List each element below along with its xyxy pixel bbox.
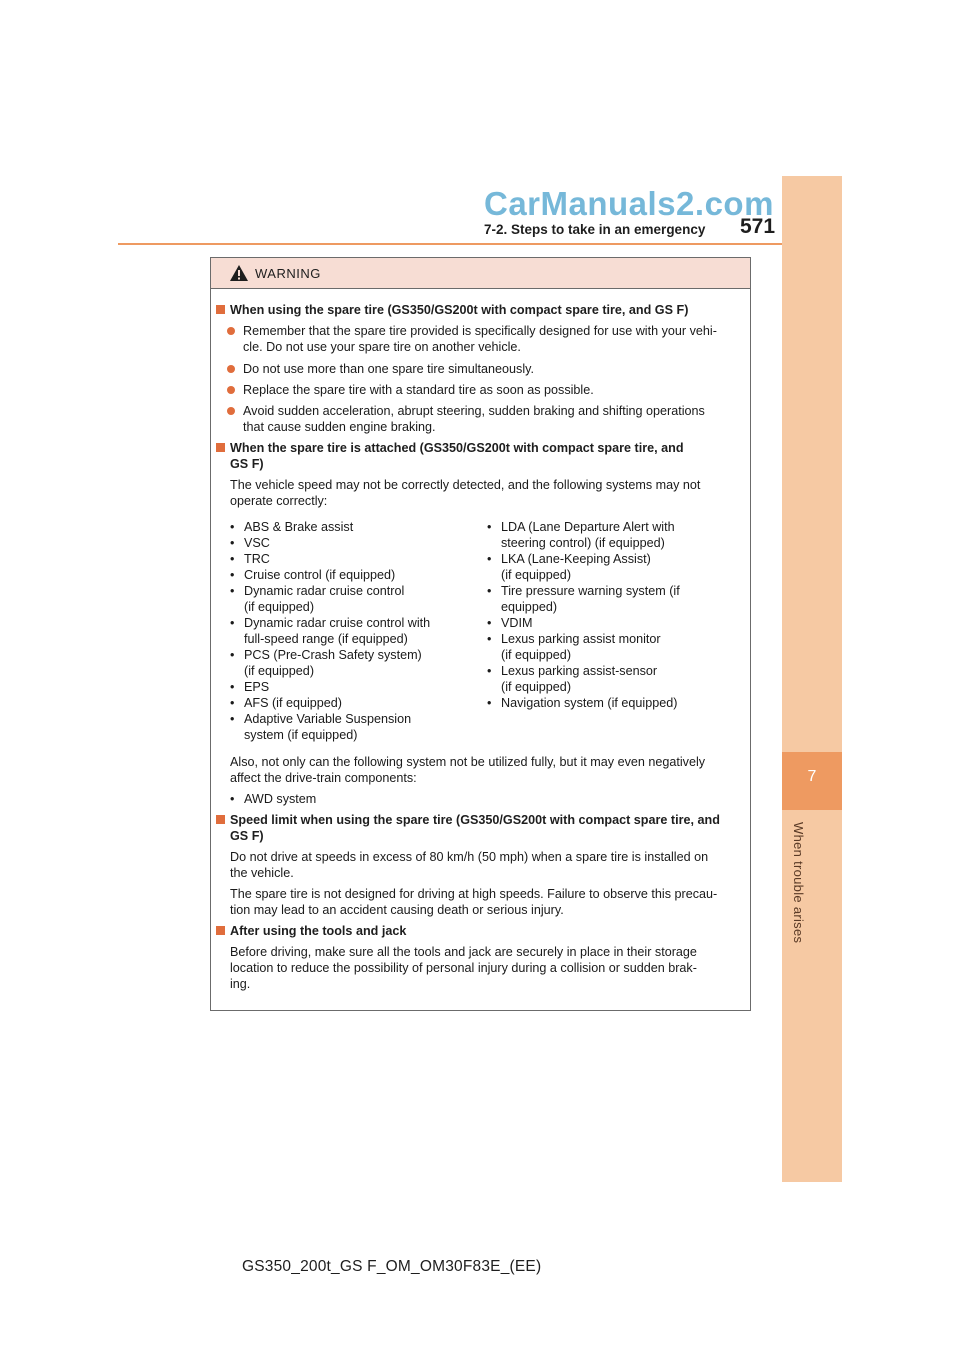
square-bullet-icon	[216, 305, 225, 314]
square-bullet-icon	[216, 443, 225, 452]
round-bullet-icon	[227, 365, 235, 373]
round-bullet-icon	[227, 386, 235, 394]
round-bullet-icon	[227, 407, 235, 415]
warning-label: WARNING	[255, 266, 321, 281]
paragraph: The vehicle speed may not be correctly detected, and the following systems may not operate correctly:	[230, 478, 701, 508]
document-code-footer: GS350_200t_GS F_OM_OM30F83E_(EE)	[242, 1258, 542, 1275]
warning-header	[211, 258, 750, 289]
paragraph: The spare tire is not designed for driving at high speeds. Failure to observe this precau- tion may lead to an accident causing death or serious injury.	[230, 887, 718, 917]
chapter-number-block	[782, 752, 842, 810]
header-rule	[118, 243, 782, 245]
section-heading-after-tools: After using the tools and jack	[216, 923, 746, 939]
section-heading-spare-tire-attached: When the spare tire is attached (GS350/GS200t with compact spare tire, and GS F)	[216, 440, 746, 456]
chapter-title-vertical	[788, 822, 808, 952]
chapter-side-tab	[782, 176, 842, 1182]
paragraph: Do not drive at speeds in excess of 80 km/h (50 mph) when a spare tire is installed on the vehicle.	[230, 850, 709, 880]
section-heading-spare-tire-use: When using the spare tire (GS350/GS200t with compact spare tire, and GS F)	[216, 302, 746, 318]
paragraph: Also, not only can the following system not be utilized fully, but it may even negatively affect the drive-train components:	[230, 755, 706, 785]
section-heading-speed-limit: Speed limit when using the spare tire (GS350/GS200t with compact spare tire, and GS F)	[216, 812, 746, 828]
watermark: CarManuals2.com	[484, 185, 774, 222]
section-title: 7-2. Steps to take in an emergency	[484, 222, 706, 237]
square-bullet-icon	[216, 926, 225, 935]
warning-box: WARNING When using the spare tire (GS350/GS200t with compact spare tire, and GS F) Remember that the spare tire provided is specifically designed for use with your vehi- cle. Do not use your spare tire on another vehicle. Do not use more than one spare tire simultaneously. Replace the spare tire with a standard tire as soon as possible. Avoid sudden acceleration, abrupt steering, sudden braking and shifting operations that cause sudden engine braking. When the spare tire is attached (GS350/GS200t with compact spare tire, and GS F) The vehicle speed may not be correctly detected, and the following systems may not operate correctly: • ABS & Brake assist • VSC • TRC • Cruise control (if equipped) • Dynamic radar cruise control (if equipped) • Dynamic radar cruise control with full-speed range (if equipped) • PCS (Pre-Crash Safety system) (if equipped) • EPS • AFS (if equipped) • Adaptive Variable Suspension system (if equipped) • LDA (Lane Departure Alert with steering control) (if equipped) • LKA (Lane-Keeping Assist) (if equipped) • Tire pressure warning system (if equipped) • VDIM • Lexus parking assist monitor (if equipped) • Lexus parking assist-sensor (if equipped) • Navigation system (if equipped) Also, not only can the following system not be utilized fully, but it may even negatively affect the drive-train components: • AWD system Speed limit when using the spare tire (GS350/GS200t with compact spare tire, and GS F) Do not drive at speeds in excess of 80 km/h (50 mph) when a spare tire is installed on the vehicle. The spare tire is not designed for driving at high speeds. Failure to observe this precau- tion may lead to an accident causing death or serious injury. After using the tools and jack Before driving, make sure all the tools and jack are securely in place in their storage location to reduce the possibility of personal injury during a collision or sudden brak- ing.	[210, 257, 751, 1011]
paragraph: Before driving, make sure all the tools and jack are securely in place in their storage location to reduce the possibility of personal injury during a collision or sudden brak- ing.	[230, 945, 697, 991]
chapter-number: 7	[807, 768, 817, 785]
warning-triangle-icon	[229, 264, 249, 282]
chapter-title: When trouble arises	[791, 822, 806, 944]
round-bullet-icon	[227, 327, 235, 335]
page-number: 571	[740, 215, 776, 238]
square-bullet-icon	[216, 815, 225, 824]
